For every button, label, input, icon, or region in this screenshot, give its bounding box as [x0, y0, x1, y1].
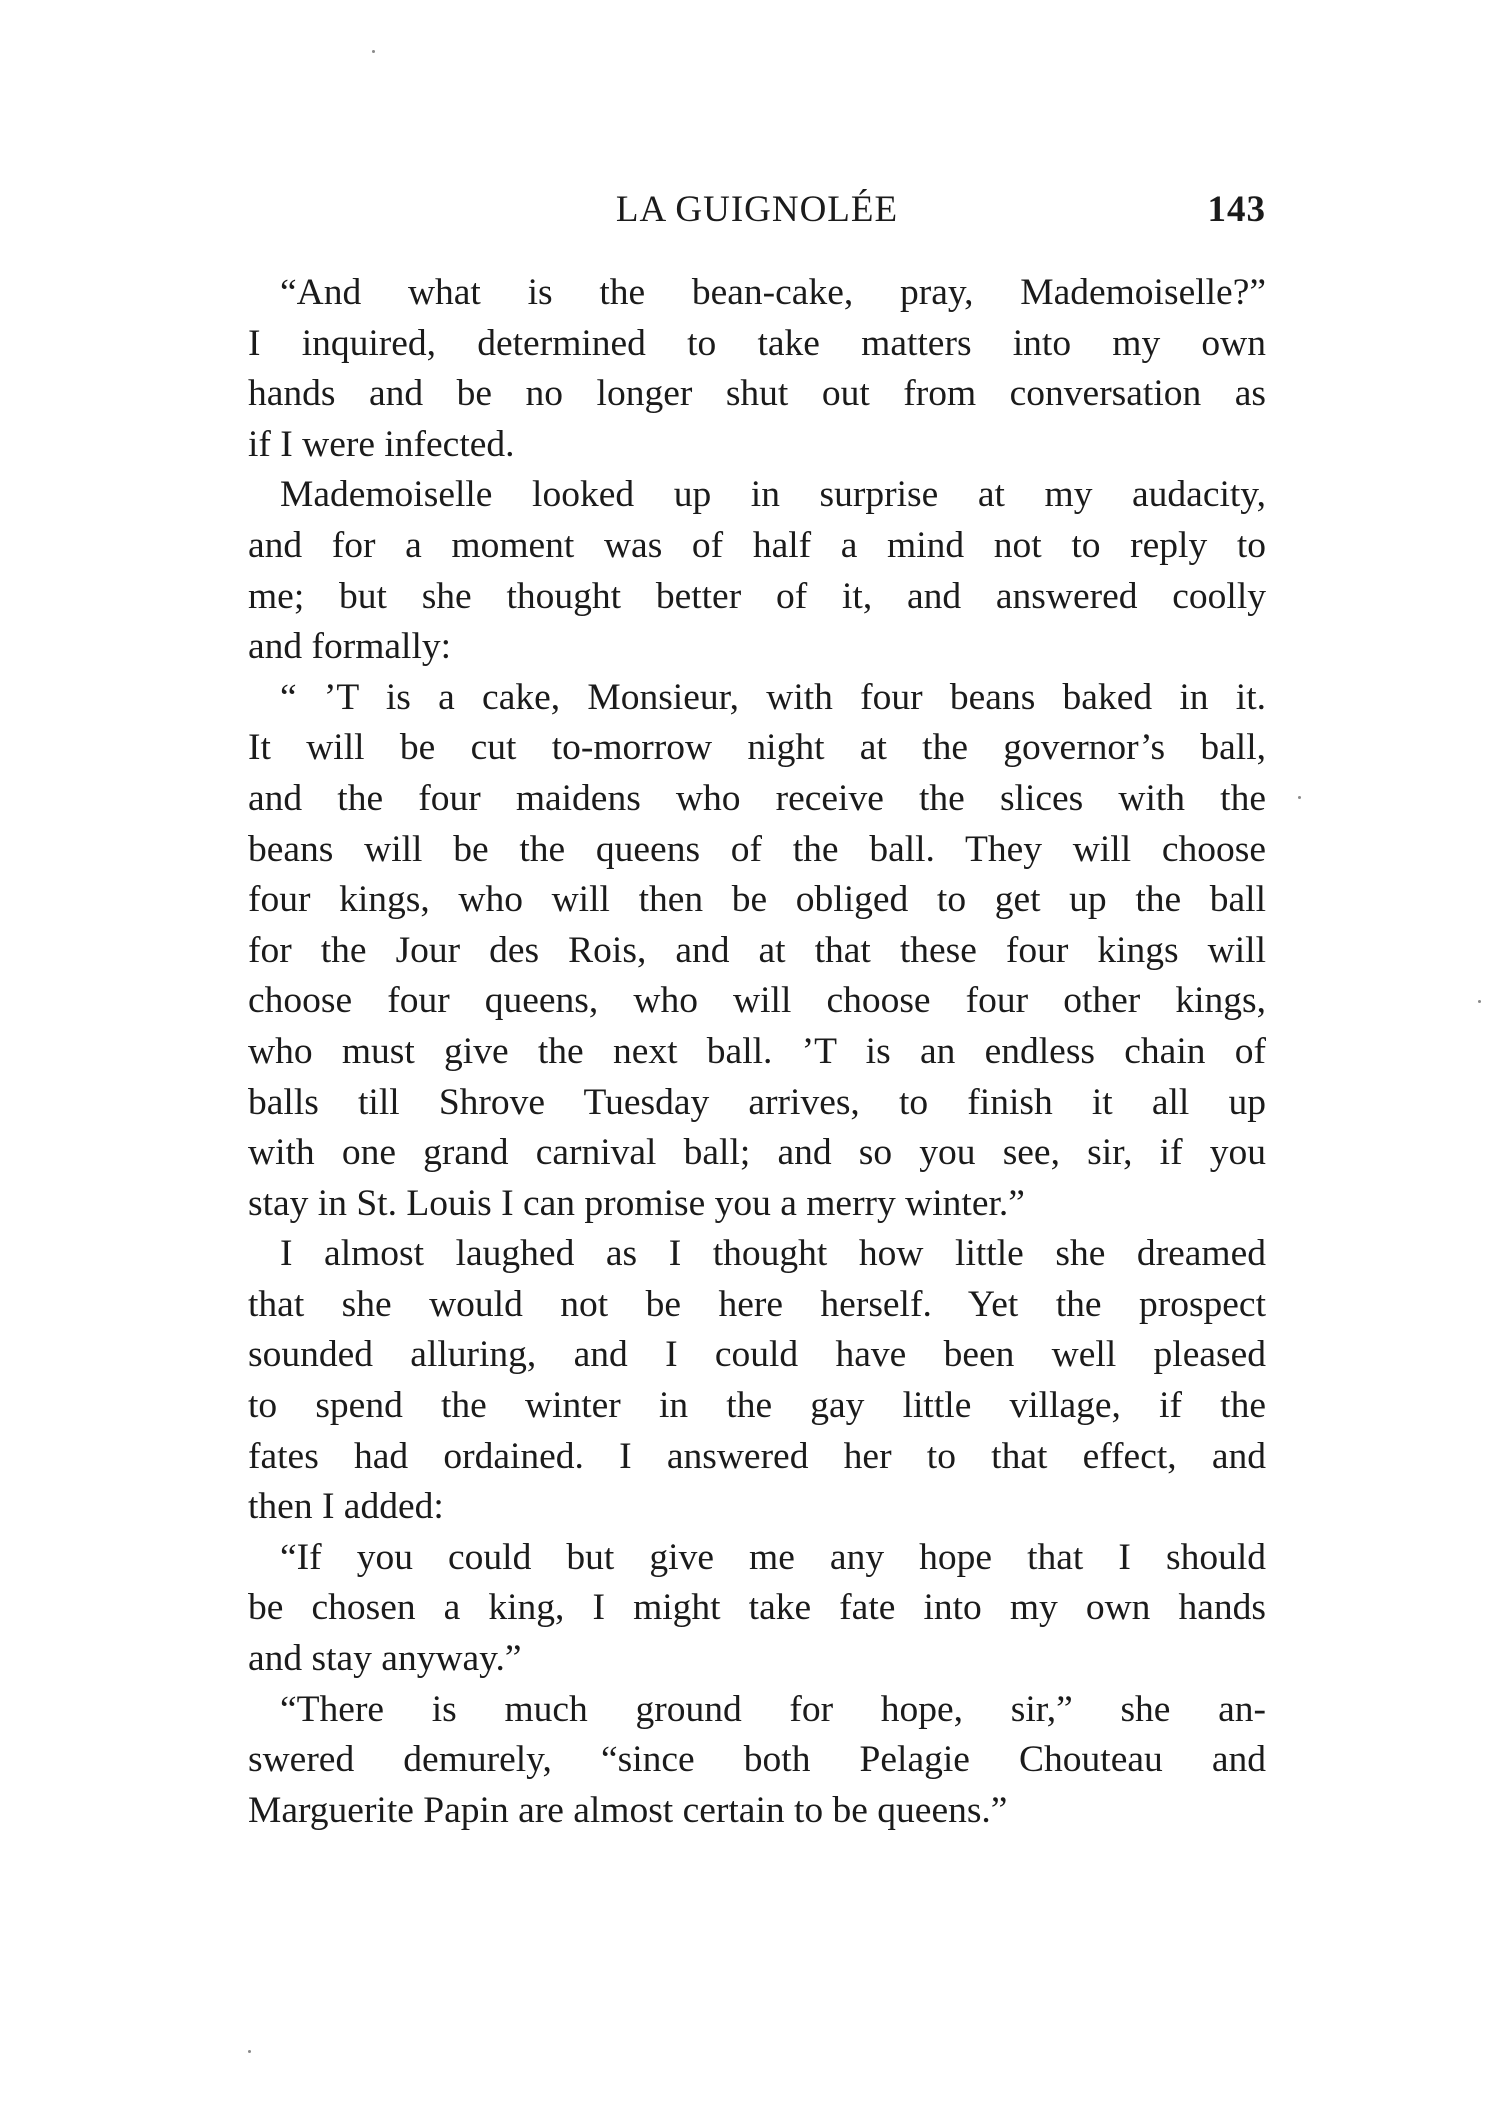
text-line: I inquired, determined to take matters into my own — [248, 322, 1266, 364]
paper-speck — [248, 2050, 251, 2053]
text-line: that she would not be here herself. Yet the prospect — [248, 1283, 1266, 1325]
text-line: then I added: — [248, 1486, 444, 1528]
text-line: and for a moment was of half a mind not to reply to — [248, 524, 1266, 566]
text-line: who must give the next ball. ’T is an endless chain of — [248, 1030, 1266, 1072]
text-line: balls till Shrove Tuesday arrives, to finish it all up — [248, 1081, 1266, 1123]
text-line: and stay anyway.” — [248, 1638, 522, 1680]
text-line: if I were infected. — [248, 423, 515, 465]
running-title: LA GUIGNOLÉE — [615, 189, 899, 230]
text-line: beans will be the queens of the ball. They will choose — [248, 828, 1266, 870]
running-head — [248, 188, 1266, 238]
text-line: “And what is the bean-cake, pray, Mademoiselle?” — [280, 272, 1266, 313]
body-text — [248, 268, 1266, 1836]
text-line: sounded alluring, and I could have been well pleased — [248, 1334, 1266, 1376]
text-line: me; but she thought better of it, and answered coolly — [248, 575, 1266, 617]
text-line: swered demurely, “since both Pelagie Chouteau and — [248, 1739, 1266, 1781]
text-line: hands and be no longer shut out from conversation as — [248, 373, 1266, 415]
text-line: with one grand carnival ball; and so you see, sir, if you — [248, 1132, 1266, 1174]
text-line: be chosen a king, I might take fate into my own hands — [248, 1587, 1266, 1629]
text-line: choose four queens, who will choose four other kings, — [248, 980, 1266, 1022]
paper-speck — [1298, 796, 1301, 799]
text-line: Marguerite Papin are almost certain to be queens.” — [248, 1789, 1008, 1831]
paper-speck — [372, 50, 375, 53]
page-number: 143 — [1207, 189, 1266, 230]
text-line: “ ’T is a cake, Monsieur, with four beans baked in it. — [280, 676, 1266, 718]
text-line: for the Jour des Rois, and at that these four kings will — [248, 929, 1266, 971]
text-line: stay in St. Louis I can promise you a merry winter.” — [248, 1182, 1025, 1224]
text-line: “There is much ground for hope, sir,” she an- — [280, 1688, 1266, 1730]
paper-speck — [1478, 1000, 1481, 1003]
text-line: Mademoiselle looked up in surprise at my audacity, — [280, 474, 1266, 516]
text-line: four kings, who will then be obliged to get up the ball — [248, 879, 1266, 921]
text-line: to spend the winter in the gay little village, if the — [248, 1385, 1266, 1427]
text-line: fates had ordained. I answered her to that effect, and — [248, 1435, 1266, 1477]
text-line: It will be cut to-morrow night at the governor’s ball, — [248, 727, 1266, 769]
text-line: I almost laughed as I thought how little she dreamed — [280, 1233, 1266, 1275]
text-line: “If you could but give me any hope that I should — [280, 1536, 1266, 1578]
text-line: and formally: — [248, 626, 452, 668]
text-line: and the four maidens who receive the slices with the — [248, 777, 1266, 819]
